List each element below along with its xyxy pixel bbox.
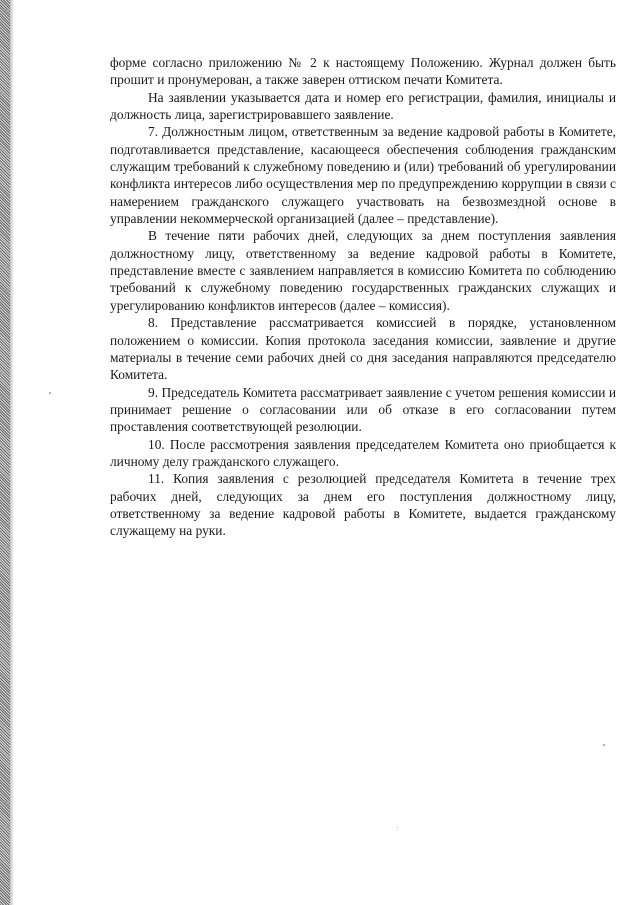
scan-speck <box>49 392 51 394</box>
document-page <box>110 54 616 540</box>
paragraph-journal: форме согласно приложению № 2 к настоящему Положению. Журнал должен быть прошит и пронумерован, а также заверен оттиском печати Комитета. <box>110 55 616 88</box>
paragraph-item-9: 9. Председатель Комитета рассматривает заявление с учетом решения комиссии и принимает решение о согласовании или об отказе в его согласовании путем проставления соответствующей резолюции. <box>110 384 616 435</box>
scan-speck <box>397 827 398 828</box>
scan-speck <box>603 744 605 746</box>
paragraph-item-8: 8. Представление рассматривается комиссией в порядке, установленном положением о комиссии. Копия протокола заседания комиссии, заявление и другие материалы в течение семи рабочих дней со дня заседания направляются председателю Комитета. <box>110 315 616 383</box>
paragraph-item-7: 7. Должностным лицом, ответственным за ведение кадровой работы в Комитете, подготавливается представление, касающееся обеспечения соблюдения гражданским служащим требований к служебному поведению и (или) требований об урегулировании конфликта интересов либо осуществления мер по предупреждению коррупции в связи с намерением гражданского служащего участвовать на безвозмездной основе в управлении некоммерческой организацией (далее – представление). <box>110 124 616 227</box>
paragraph-item-11: 11. Копия заявления с резолюцией председателя Комитета в течение трех рабочих дней, следующих за днем его поступления должностному лицу, ответственному за ведение кадровой работы в Комитете, выдается гражданскому служащему на руки. <box>110 471 616 539</box>
paragraph-registration: На заявлении указывается дата и номер его регистрации, фамилия, инициалы и должность лица, зарегистрировавшего заявление. <box>110 89 616 123</box>
paragraph-item-10: 10. После рассмотрения заявления председателем Комитета оно приобщается к личному делу гражданского служащего. <box>110 436 616 469</box>
paragraph-five-days: В течение пяти рабочих дней, следующих за днем поступления заявления должностному лицу, ответственному за ведение кадровой работы в Комитете, представление вместе с заявлением направляется в комиссию Комитета по соблюдению требований к служебному поведению государственных гражданских служащих и урегулированию конфликтов интересов (далее – комиссия). <box>110 228 616 313</box>
scan-edge-strip <box>0 0 10 905</box>
scan-edge-shadow <box>10 0 14 905</box>
